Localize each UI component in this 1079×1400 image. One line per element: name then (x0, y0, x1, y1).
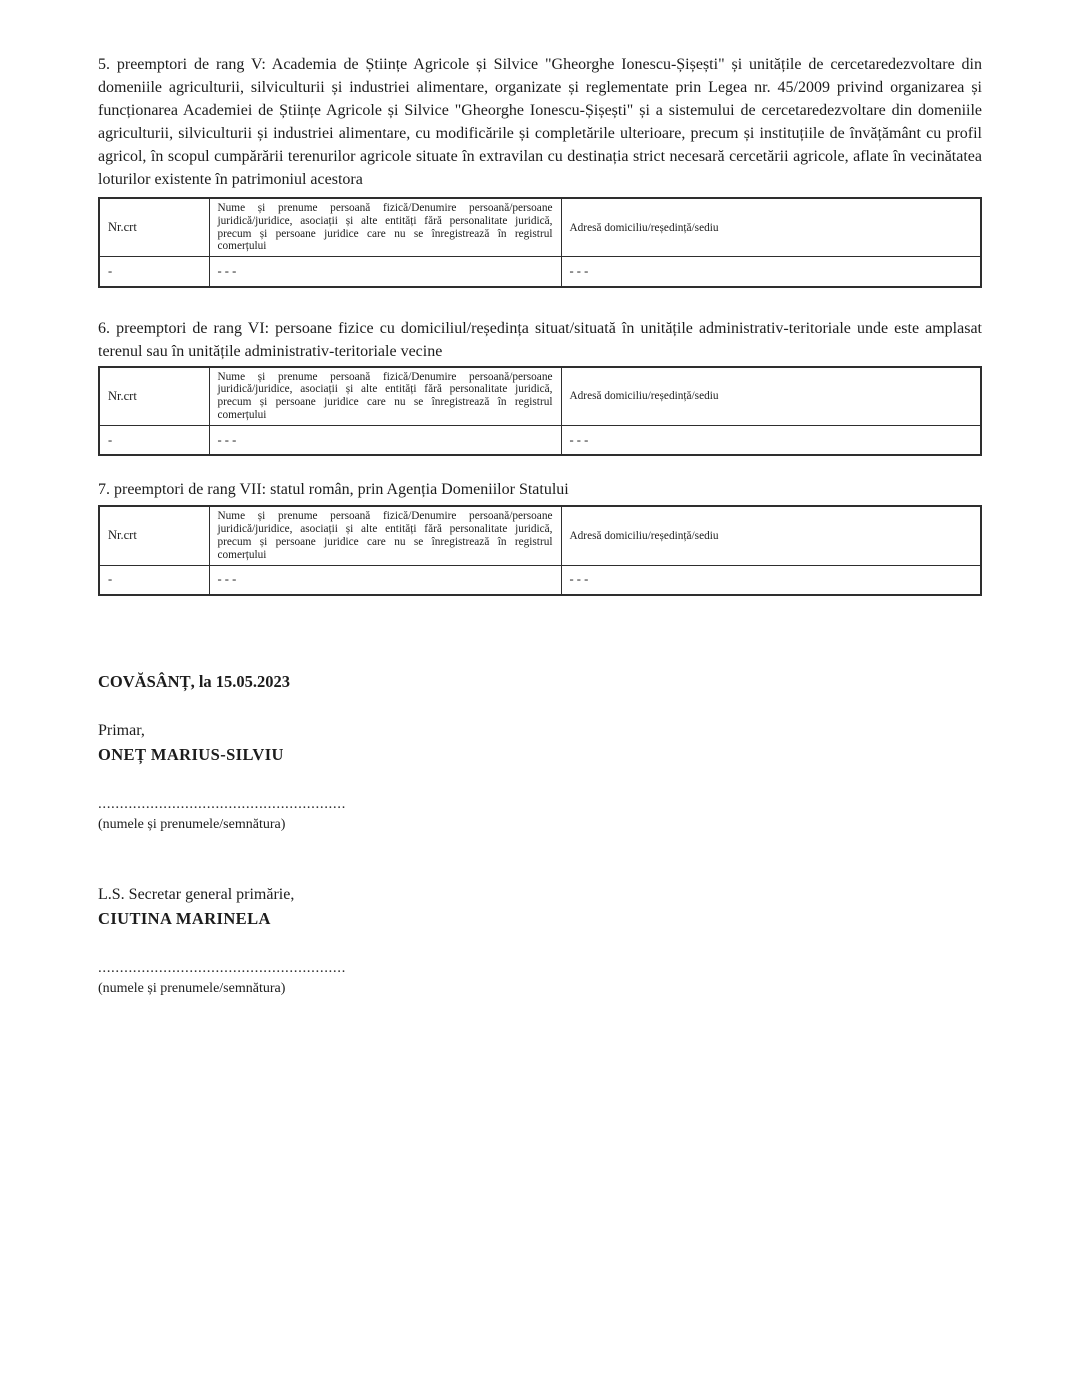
cell-address: - - - (561, 565, 981, 595)
signature-dotted-line: ......................................................... (98, 960, 346, 977)
column-header-nr-crt: Nr.crt (99, 198, 209, 257)
cell-nr-crt: - (99, 257, 209, 287)
signature-block-secretar (98, 883, 982, 997)
cell-name: - - - (209, 565, 561, 595)
cell-address: - - - (561, 425, 981, 455)
column-header-nr-crt: Nr.crt (99, 506, 209, 565)
signatory-role: Primar, (98, 722, 145, 740)
table-row (99, 425, 981, 455)
column-header-address: Adresă domiciliu/reședință/sediu (561, 506, 981, 565)
column-header-name: Nume și prenume persoană fizică/Denumire persoană/persoane juridică/juridice, asociații și alte entități fără personalitate juridică, precum și persoane juridice care nu se înregistrează în registrul comerțului (209, 198, 561, 257)
column-header-name: Nume și prenume persoană fizică/Denumire persoană/persoane juridică/juridice, asociații și alte entități fără personalitate juridică, precum și persoane juridice care nu se înregistrează în registrul comerțului (209, 367, 561, 426)
paragraph-rank6: 6. preemptori de rang VI: persoane fizice cu domiciliul/reședința situat/situată în unitățile administrativ-teritoriale unde este amplasat terenul sau în unitățile administrativ-teritoriale vecine (98, 319, 982, 360)
paragraph-rank5: 5. preemptori de rang V: Academia de Științe Agricole și Silvice "Gheorghe Ionescu-Șișești" și unitățile de cercetaredezvoltare din domeniile agriculturii, silviculturii și industriei alimentare, organizate și reglementate prin Legea nr. 45/2009 privind organizarea și funcționarea Academiei de Științe Agricole și Silvice "Gheorghe Ionescu-Șișești" și a sistemului de cercetaredezvoltare din domeniile agriculturii, silviculturii și industriei alimentare, cu modificările și completările ulterioare, precum și instituțiile de învățământ cu profil agricol, în scopul cumpărării terenurilor agricole situate în extravilan cu destinația strict necesară cercetării agricole, aflate în vecinătatea loturilor existente în patrimoniul acestora (98, 56, 982, 188)
table-header-row (99, 367, 981, 426)
signature-caption: (numele și prenumele/semnătura) (98, 981, 286, 997)
table-row (99, 565, 981, 595)
column-header-address: Adresă domiciliu/reședință/sediu (561, 367, 981, 426)
column-header-name: Nume și prenume persoană fizică/Denumire persoană/persoane juridică/juridice, asociații și alte entități fără personalitate juridică, precum și persoane juridice care nu se înregistrează în registrul comerțului (209, 506, 561, 565)
signatory-name: ONEȚ MARIUS-SILVIU (98, 745, 284, 765)
signature-caption: (numele și prenumele/semnătura) (98, 817, 286, 833)
signatory-role: L.S. Secretar general primărie, (98, 886, 295, 904)
preemptor-table-rank7 (98, 505, 982, 596)
place-and-date: COVĂSÂNȚ, la 15.05.2023 (98, 672, 291, 692)
preemptor-table-rank5 (98, 197, 982, 288)
column-header-address: Adresă domiciliu/reședință/sediu (561, 198, 981, 257)
signature-dotted-line: ......................................................... (98, 796, 346, 813)
paragraph-rank7: 7. preemptori de rang VII: statul român, prin Agenția Domeniilor Statului (98, 481, 569, 499)
signature-block-primar (98, 719, 982, 833)
document-footer (98, 672, 982, 997)
cell-nr-crt: - (99, 565, 209, 595)
cell-address: - - - (561, 257, 981, 287)
signatory-name: CIUTINA MARINELA (98, 909, 271, 929)
preemptor-section-rank5 (98, 53, 982, 288)
column-header-nr-crt: Nr.crt (99, 367, 209, 426)
preemptor-section-rank7 (98, 478, 982, 596)
cell-name: - - - (209, 257, 561, 287)
table-row (99, 257, 981, 287)
preemptor-table-rank6 (98, 366, 982, 457)
table-header-row (99, 506, 981, 565)
cell-name: - - - (209, 425, 561, 455)
preemptor-section-rank6 (98, 317, 982, 457)
table-header-row (99, 198, 981, 257)
cell-nr-crt: - (99, 425, 209, 455)
